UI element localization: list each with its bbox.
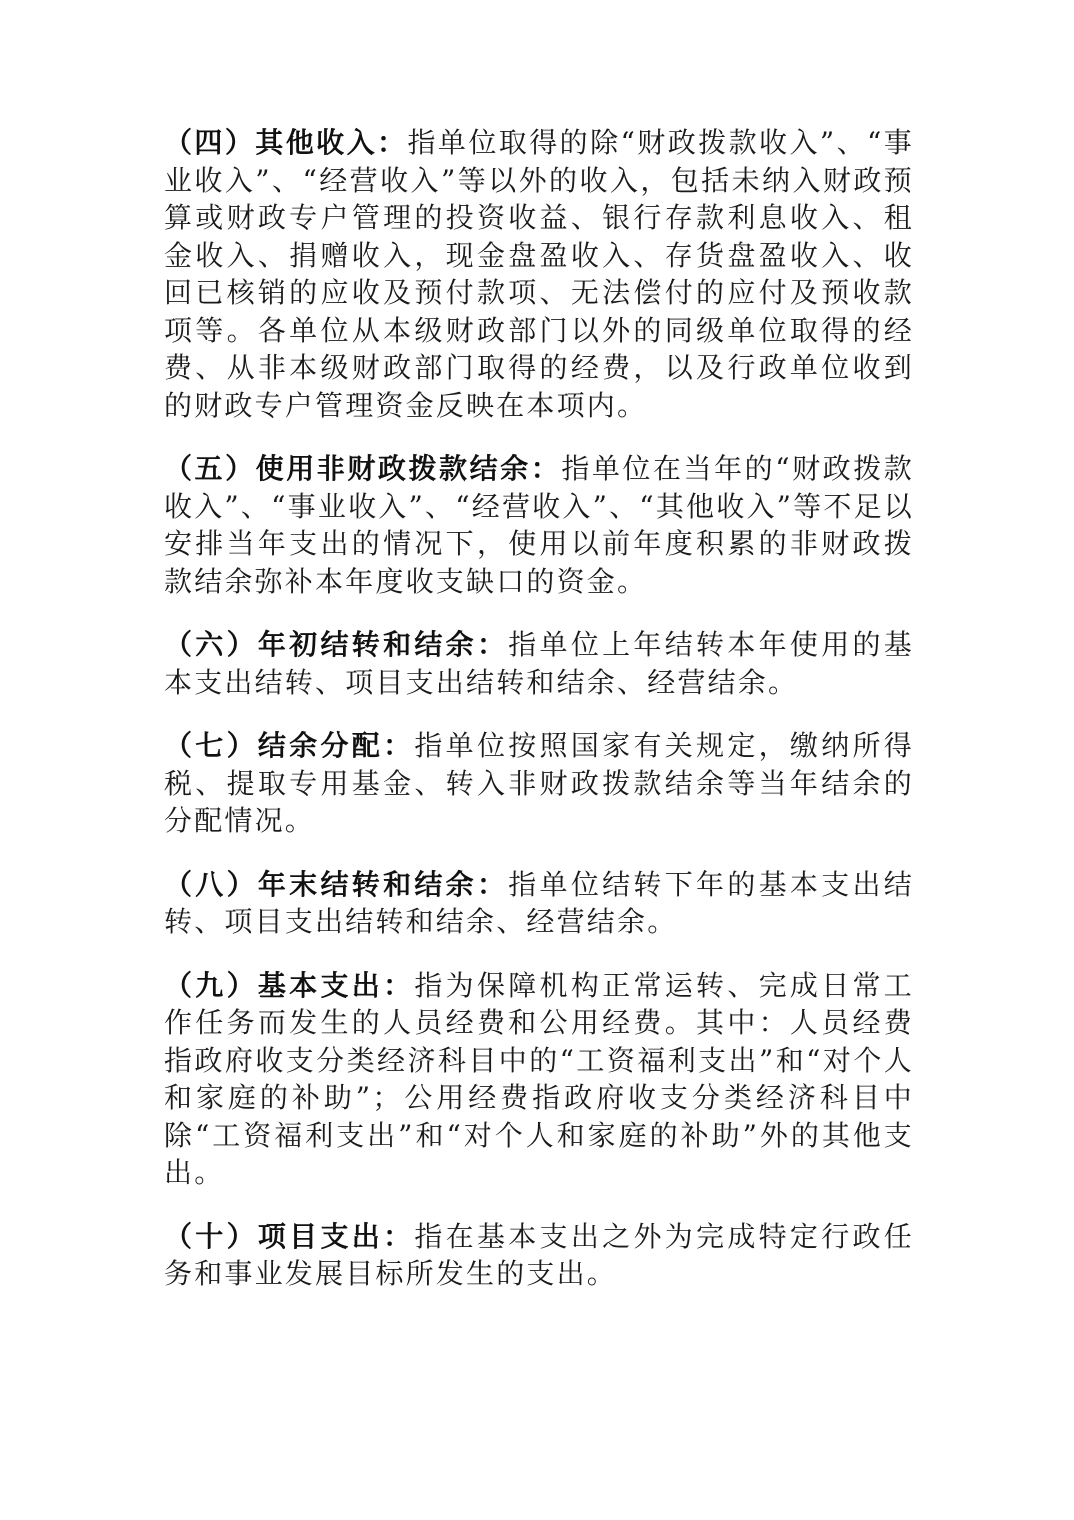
paragraph-other-income: [164, 124, 914, 424]
term-heading: （九）基本支出：: [164, 968, 415, 1002]
paragraph-basic-expenditure: [164, 967, 914, 1192]
paragraph-text: 指单位上年结转本年使用的基本支出结转、项目支出结转和结余、经营结余。: [164, 628, 914, 699]
paragraph-text: 指为保障机构正常运转、完成日常工作任务而发生的人员经费和公用经费。其中：人员经费指政府收支分类经济科目中的“工资福利支出”和“对个人和家庭的补助”；公用经费指政府收支分类经济科目中除“工资福利支出”和“对个人和家庭的补助”外的其他支出。: [164, 968, 915, 1189]
paragraph-text: 指单位在当年的“财政拨款收入”、“事业收入”、“经营收入”、“其他收入”等不足以安排当年支出的情况下，使用以前年度积累的非财政拨款结余弥补本年度收支缺口的资金。: [164, 452, 915, 598]
term-heading: （四）其他收入：: [164, 126, 408, 159]
paragraph-non-fiscal-surplus: [164, 450, 914, 600]
term-heading: （五）使用非财政拨款结余：: [164, 452, 562, 485]
paragraph-closing-carryover: [164, 866, 914, 941]
paragraph-surplus-distribution: [164, 727, 914, 840]
term-heading: （七）结余分配：: [164, 729, 415, 762]
paragraph-text: 指在基本支出之外为完成特定行政任务和事业发展目标所发生的支出。: [164, 1219, 915, 1290]
paragraph-text: 指单位按照国家有关规定，缴纳所得税、提取专用基金、转入非财政拨款结余等当年结余的分配情况。: [164, 729, 915, 837]
paragraph-text: 指单位结转下年的基本支出结转、项目支出结转和结余、经营结余。: [164, 867, 914, 938]
term-heading: （六）年初结转和结余：: [164, 628, 509, 661]
document-body: [164, 124, 914, 1293]
term-heading: （八）年末结转和结余：: [164, 867, 509, 901]
term-heading: （十）项目支出：: [164, 1219, 415, 1253]
paragraph-opening-carryover: [164, 626, 914, 701]
paragraph-project-expenditure: [164, 1218, 914, 1293]
paragraph-text: 指单位取得的除“财政拨款收入”、“事业收入”、“经营收入”等以外的收入，包括未纳入财政预算或财政专户管理的投资收益、银行存款利息收入、租金收入、捐赠收入，现金盘盈收入、存货盘盈收入、收回已核销的应收及预付款项、无法偿付的应付及预收款项等。各单位从本级财政部门以外的同级单位取得的经费、从非本级财政部门取得的经费，以及行政单位收到的财政专户管理资金反映在本项内。: [164, 126, 915, 422]
